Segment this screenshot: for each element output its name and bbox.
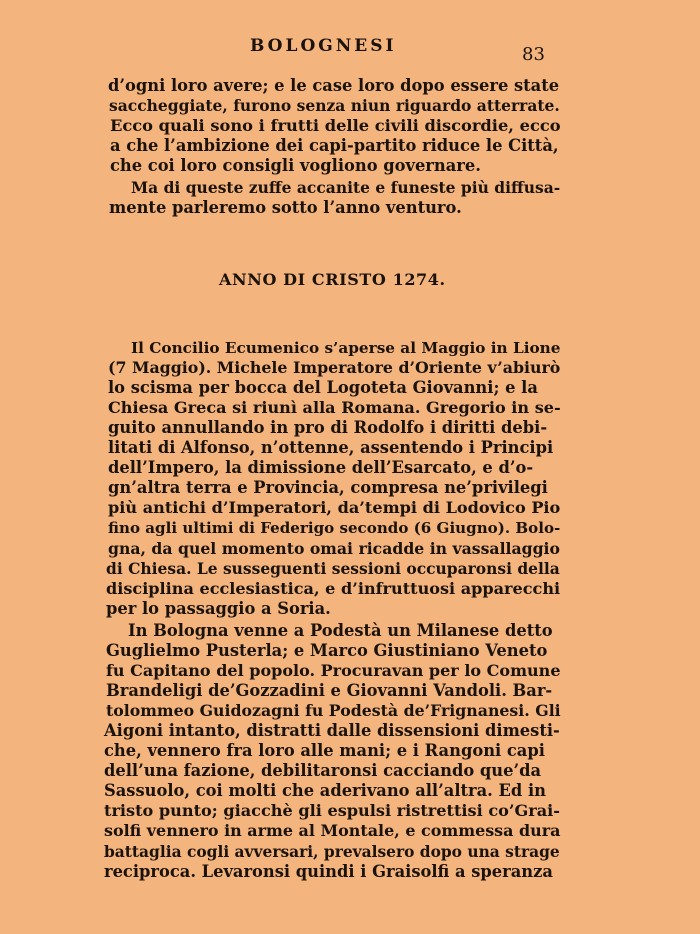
text-line: In Bologna venne a Podestà un Milanese detto (128, 621, 553, 640)
text-line: battaglia cogli avversari, prevalsero dopo una strage (104, 842, 560, 861)
text-line: Il Concilio Ecumenico s’aperse al Maggio in Lione (131, 339, 561, 357)
text-line: fino agli ultimi di Federigo secondo (6 Giugno). Bolo- (108, 519, 561, 537)
text-line: dell’una fazione, debilitaronsi cacciando que’da (104, 761, 542, 780)
section-heading: ANNO DI CRISTO 1274. (219, 270, 446, 289)
text-line: Ma di queste zuffe accanite e funeste più diffusa- (131, 178, 561, 197)
text-line: Chiesa Greca si riunì alla Romana. Gregorio in se- (108, 398, 561, 417)
text-line: Sassuolo, coi molti che aderivano all’altra. Ed in (104, 781, 546, 800)
text-line: tristo punto; giacchè gli espulsi ristrettisi co’Grai- (104, 801, 560, 820)
text-line: dell’Impero, la dimissione dell’Esarcato, e d’o- (108, 458, 534, 477)
text-line: di Chiesa. Le susseguenti sessioni occuparonsi della (106, 559, 560, 578)
text-line: disciplina ecclesiastica, e d’infruttuosi apparecchi (106, 579, 561, 598)
text-line: guito annullando in pro di Rodolfo i diritti debi- (108, 418, 548, 437)
text-line: litati di Alfonso, n’ottenne, assentendo i Principi (108, 438, 554, 457)
text-line: d’ogni loro avere; e le case loro dopo essere state (108, 76, 560, 95)
text-line: gna, da quel momento omai ricadde in vassallaggio (108, 539, 560, 558)
text-line: Guglielmo Pusterla; e Marco Giustiniano Veneto (106, 641, 548, 660)
text-line: lo scisma per bocca del Logoteta Giovanni; e la (108, 378, 538, 397)
text-line: (7 Maggio). Michele Imperatore d’Oriente v’abiurò (108, 358, 561, 377)
text-line: tolommeo Guidozagni fu Podestà de’Frignanesi. Gli (106, 701, 561, 720)
text-line: saccheggiate, furono senza niun riguardo atterrate. (109, 96, 560, 115)
text-line: reciproca. Levaronsi quindi i Graisolfi a speranza (104, 862, 553, 881)
page-number: 83 (522, 44, 545, 65)
text-line: a che l’ambizione dei capi-partito riduce le Città, (110, 136, 559, 155)
text-line: più antichi d’Imperatori, da’tempi di Lodovico Pio (108, 498, 561, 517)
text-line: fu Capitano del popolo. Procuravan per lo Comune (106, 661, 561, 680)
text-line: che coi loro consigli vogliono governare. (110, 156, 481, 175)
text-line: solfi vennero in arme al Montale, e commessa dura (104, 821, 561, 840)
running-title: BOLOGNESI (250, 36, 397, 56)
text-line: mente parleremo sotto l’anno venturo. (109, 198, 462, 217)
text-line: per lo passaggio a Soria. (106, 599, 331, 618)
text-line: gn’altra terra e Provincia, compresa ne’privilegi (108, 478, 548, 497)
text-line: Ecco quali sono i frutti delle civili discordie, ecco (110, 116, 561, 135)
text-line: Aigoni intanto, distratti dalle dissensioni dimesti- (104, 721, 560, 740)
text-line: Brandeligi de’Gozzadini e Giovanni Vandoli. Bar- (106, 681, 553, 700)
text-line: che, vennero fra loro alle mani; e i Rangoni capi (104, 741, 545, 760)
